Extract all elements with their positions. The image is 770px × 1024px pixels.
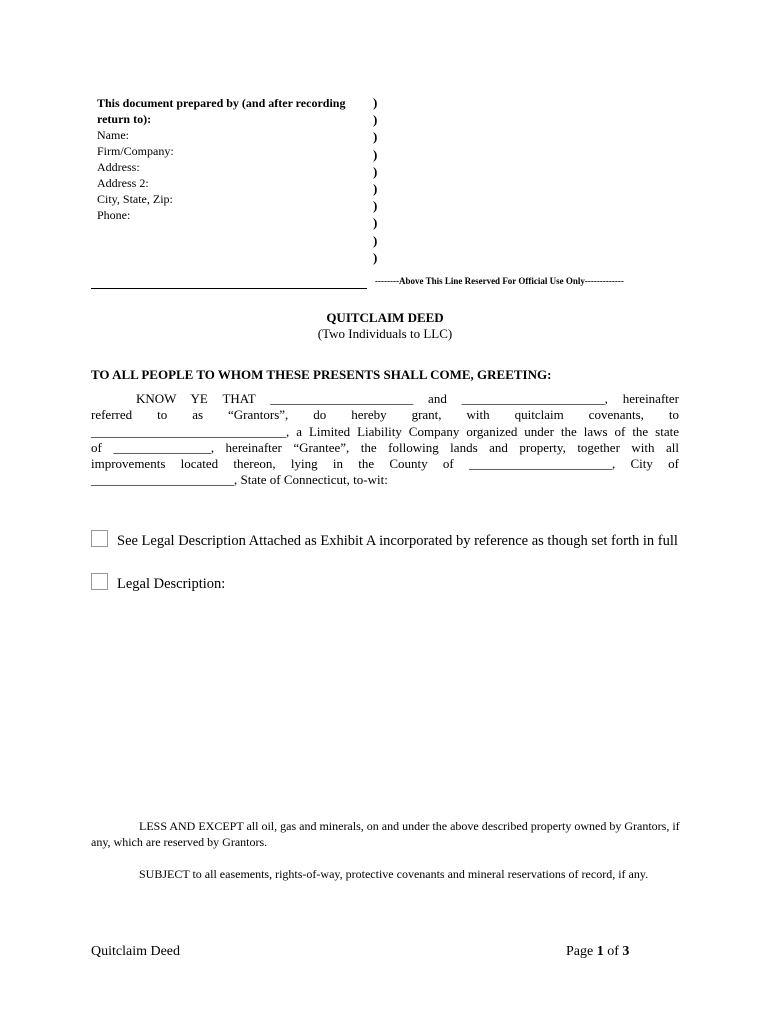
- paren: ): [373, 232, 378, 248]
- grant-paragraph: [91, 391, 679, 489]
- reserved-line: --------Above This Line Reserved For Official Use Only-------------: [375, 276, 624, 286]
- page-total: 3: [622, 944, 630, 959]
- exhibit-a-option: [91, 530, 681, 550]
- body-line: improvements located thereon, lying in the County of ______________________, City of: [91, 456, 679, 472]
- page-current: 1: [596, 944, 604, 959]
- paren: ): [373, 146, 378, 162]
- footer-page-number: [566, 944, 629, 960]
- body-line: KNOW YE THAT ______________________ and ______________________, hereinafter: [136, 391, 679, 406]
- document-subtitle: (Two Individuals to LLC): [317, 326, 453, 341]
- less-and-except-text: LESS AND EXCEPT all oil, gas and minerals, on and under the above described property owned by Grantors, if any, which are reserved by Grantors.: [91, 819, 680, 849]
- paren: ): [373, 95, 378, 110]
- legal-description-label: Legal Description:: [117, 576, 226, 592]
- page-of: of: [603, 944, 623, 959]
- field-name: Name:: [97, 128, 129, 142]
- paren: ): [373, 249, 378, 265]
- body-line: referred to as “Grantors”, do hereby grant, with quitclaim covenants, to: [91, 407, 679, 423]
- document-title: QUITCLAIM DEED: [326, 310, 444, 325]
- prepared-by-heading-1: This document prepared by (and after recording: [97, 96, 346, 110]
- body-line: of _______________, hereinafter “Grantee”, the following lands and property, together with all: [91, 439, 679, 455]
- paren: ): [373, 198, 378, 214]
- paren-column: [373, 94, 377, 266]
- field-city-state-zip: City, State, Zip:: [97, 192, 173, 206]
- legal-description-option: [91, 573, 681, 593]
- greeting: TO ALL PEOPLE TO WHOM THESE PRESENTS SHALL COME, GREETING:: [91, 367, 552, 382]
- paren: ): [373, 163, 378, 179]
- field-address: Address:: [97, 160, 140, 174]
- signature-rule: [91, 288, 367, 289]
- body-line: ______________________________, a Limited Liability Company organized under the laws of the state: [91, 423, 679, 439]
- less-and-except-paragraph: [91, 818, 681, 850]
- paren: ): [373, 181, 378, 197]
- body-line: ______________________, State of Connecticut, to-wit:: [91, 472, 388, 488]
- page-prefix: Page: [566, 944, 597, 959]
- exhibit-a-checkbox[interactable]: [91, 530, 108, 547]
- prepared-by-heading-2: return to):: [97, 112, 152, 126]
- field-phone: Phone:: [97, 208, 131, 222]
- field-address-2: Address 2:: [97, 176, 149, 190]
- field-firm: Firm/Company:: [97, 144, 174, 158]
- prepared-by-block: [97, 95, 367, 223]
- paren: ): [373, 215, 378, 231]
- subject-to-text: SUBJECT to all easements, rights-of-way, protective covenants and mineral reservations of record, if any.: [139, 867, 649, 881]
- paren: ): [373, 129, 378, 145]
- legal-description-checkbox[interactable]: [91, 573, 108, 590]
- exhibit-a-label: See Legal Description Attached as Exhibit A incorporated by reference as though set forth in full: [117, 533, 678, 549]
- subject-to-paragraph: [91, 866, 681, 882]
- footer-document-name: Quitclaim Deed: [91, 944, 181, 959]
- paren: ): [373, 112, 378, 128]
